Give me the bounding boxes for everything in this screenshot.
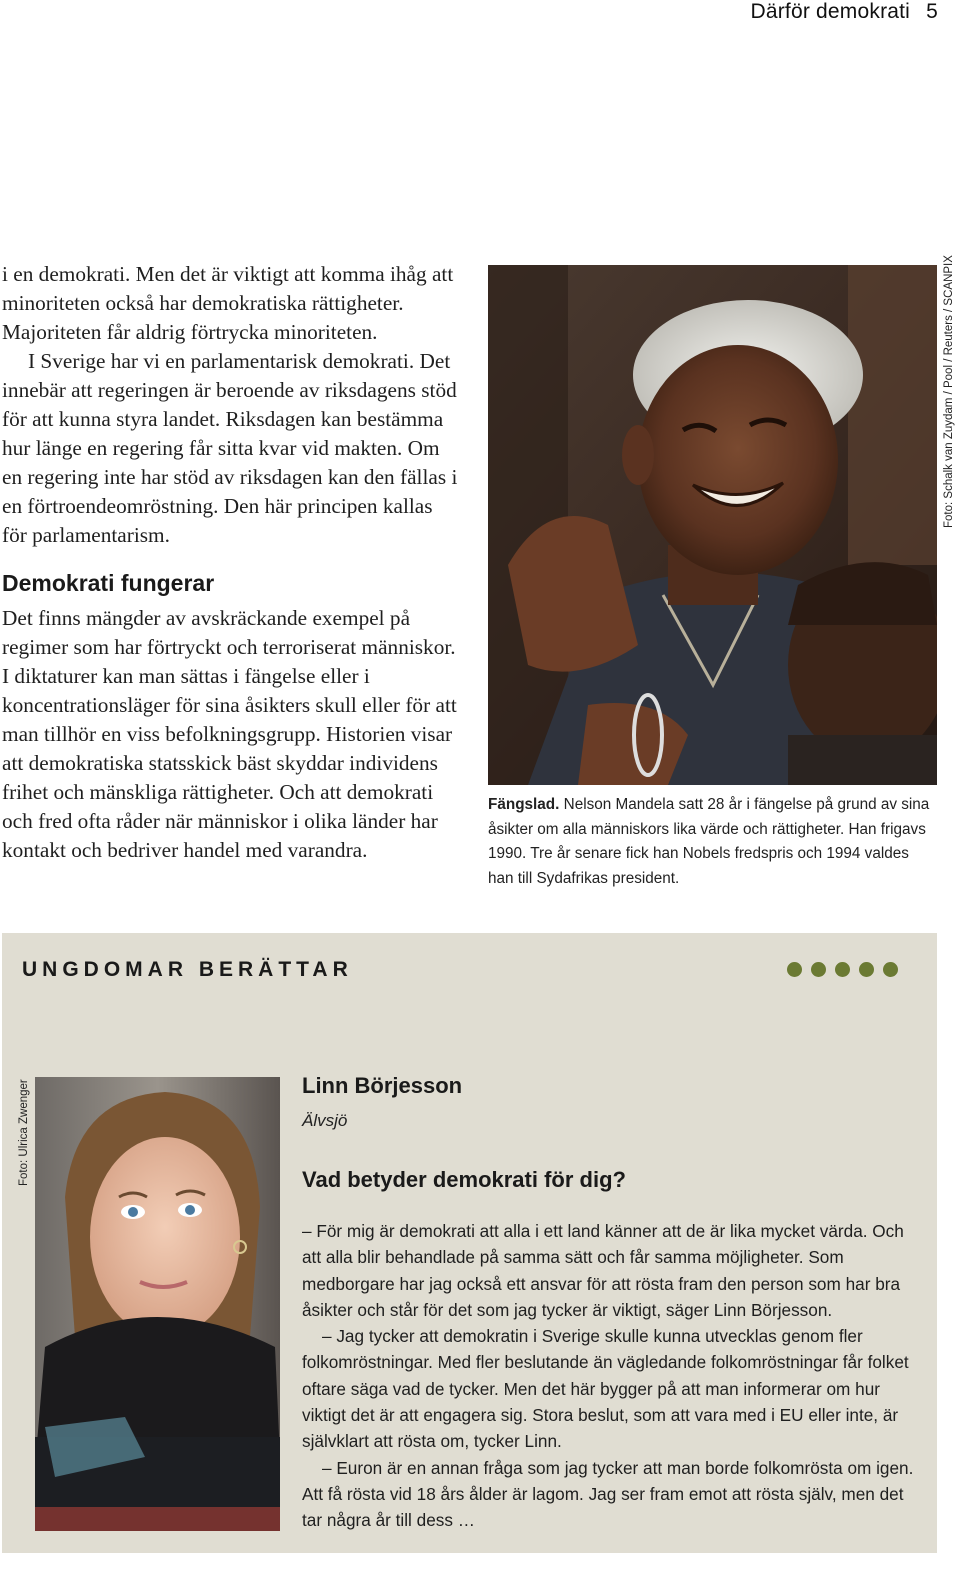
dot-icon	[811, 962, 826, 977]
linn-photo	[35, 1077, 280, 1531]
caption-lead: Fängslad.	[488, 796, 560, 813]
interview-answer	[302, 1218, 927, 1534]
section-heading: Demokrati fungerar	[2, 570, 215, 596]
interview-question: Vad betyder demokrati för dig?	[302, 1167, 626, 1192]
answer-paragraph-2: – Jag tycker att demokratin i Sverige skulle kunna utvecklas genom fler folkomröstningar. Med fler beslutande än vägledande folkomröstningar får folket oftare säga vad de tycker. Men det här bygger på att man informerar om hur viktigt det är att engagera sig. Stora beslut, som att vara med i EU eller inte, är självklart att rösta om, tycker Linn.	[302, 1326, 909, 1452]
dot-icon	[787, 962, 802, 977]
caption-text: Nelson Mandela satt 28 år i fängelse på grund av sina åsikter om alla människors lika värde och rättigheter. Han frigavs 1990. Tre år senare fick han Nobels fredspris och 1994 valdes han till Sydafrikas president.	[488, 796, 930, 887]
intro-paragraph-2: I Sverige har vi en parlamentarisk demokrati. Det innebär att regeringen är beroende av riksdagens stöd för att kunna styra landet. Riksdagen kan bestämma hur länge en regering får sitta kvar vid makten. Om en regering inte har stöd av riksdagen kan den fällas i en förtroendeomröstning. Den här principen kallas för parlamentarism.	[2, 349, 458, 547]
page-number: 5	[926, 0, 938, 23]
answer-paragraph-1: – För mig är demokrati att alla i ett land känner att de är lika mycket värda. Och att alla blir behandlade på samma sätt och får samma möjligheter. Som medborgare har jag också ett ansvar för att rösta fram den person som har bra åsikter och står för det som jag tycker är viktigt, säger Linn Börjesson.	[302, 1221, 904, 1320]
box-title: UNGDOMAR BERÄTTAR	[22, 958, 353, 981]
person-name: Linn Börjesson	[302, 1073, 463, 1098]
mandela-photo-credit: Foto: Schalk van Zuydam / Pool / Reuters / SCANPIX	[943, 255, 955, 528]
mandela-photo-illustration	[488, 265, 937, 785]
mandela-photo	[488, 265, 937, 785]
linn-photo-credit: Foto: Ulrica Zwenger	[18, 1079, 30, 1186]
dot-icon	[835, 962, 850, 977]
dot-icon	[883, 962, 898, 977]
intro-text	[2, 260, 462, 550]
photo-caption	[488, 793, 938, 891]
section-text	[2, 604, 462, 865]
dot-icon	[859, 962, 874, 977]
person-place: Älvsjö	[302, 1111, 348, 1130]
section-paragraph: Det finns mängder av avskräckande exempel på regimer som har förtryckt och terroriserat människor. I diktaturer kan man sättas i fängelse eller i koncentrationsläger för sina åsikters skull eller för att man tillhör en viss befolkningsgrupp. Historien visar att demokratiska statsskick bäst skyddar individens frihet och mänskliga rättigheter. Och att demokrati och fred ofta råder när människor i olika länder har kontakt och bedriver handel med varandra.	[2, 606, 457, 862]
running-head-title: Därför demokrati	[750, 0, 911, 23]
linn-photo-illustration	[35, 1077, 280, 1531]
answer-paragraph-3: – Euron är en annan fråga som jag tycker att man borde folkomrösta om igen. Att få rösta vid 18 års ålder är lagom. Jag ser fram emot att rösta själv, men det tar några år till dess …	[302, 1457, 914, 1531]
box-dots	[787, 962, 898, 977]
running-head	[750, 0, 938, 24]
intro-paragraph-1: i en demokrati. Men det är viktigt att komma ihåg att minoriteten också har demokratiska rättigheter. Majoriteten får aldrig förtrycka minoriteten.	[2, 262, 454, 344]
